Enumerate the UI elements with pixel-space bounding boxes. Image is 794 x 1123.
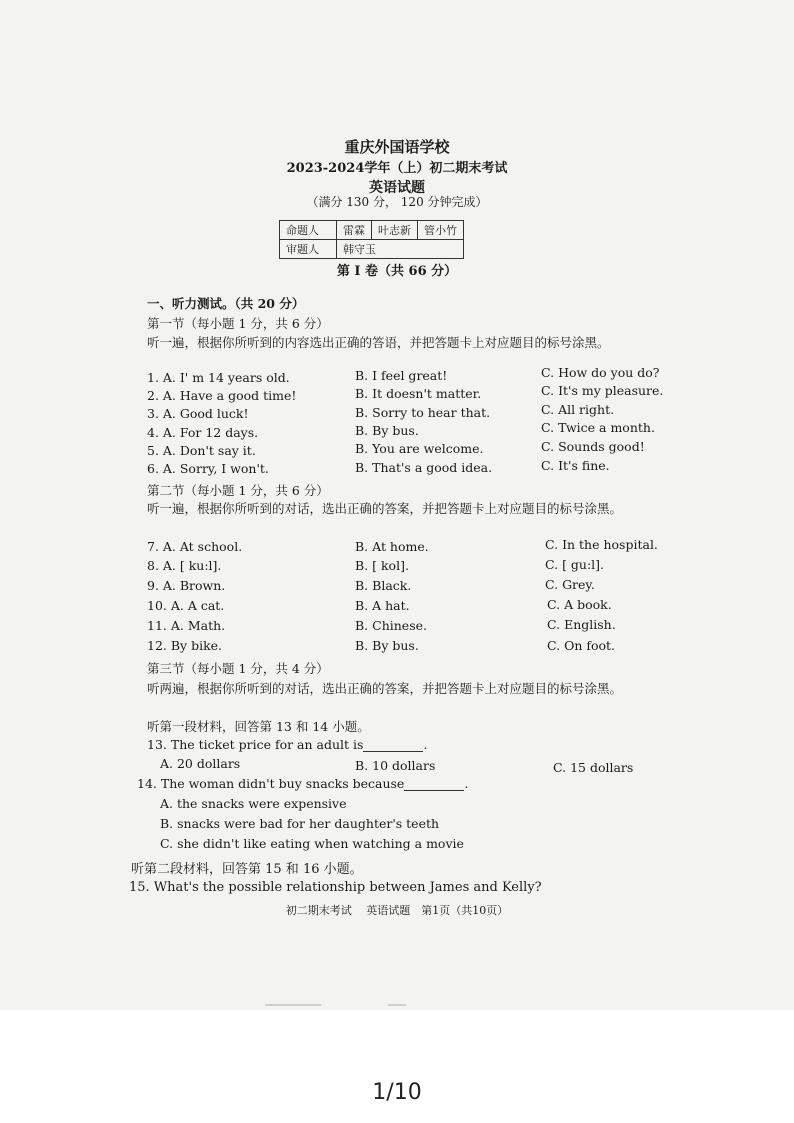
option-a: 4. A. For 12 days.: [147, 425, 259, 440]
option-c: C. In the hospital.: [545, 537, 658, 552]
reviewer-name: 韩守玉: [337, 240, 464, 259]
stem-end: .: [464, 776, 469, 791]
author-name: 管小竹: [418, 221, 464, 240]
option-c: C. [ gu:l].: [545, 557, 605, 572]
option-b: B. 10 dollars: [355, 758, 436, 773]
option-b: B. At home.: [355, 539, 429, 554]
option-a: 11. A. Math.: [147, 618, 226, 633]
option-c: C. It's fine.: [541, 458, 610, 473]
option-a: 7. A. At school.: [147, 539, 243, 554]
section-instruction: 听一遍，根据你所听到的内容选出正确的答语，并把答题卡上对应题目的标号涂黑。: [147, 335, 610, 350]
stem-end: .: [423, 737, 428, 752]
option-b: B. That's a good idea.: [355, 460, 493, 475]
option-a: 9. A. Brown.: [147, 578, 226, 593]
option-b: B. By bus.: [355, 423, 419, 438]
question-13: [147, 737, 427, 752]
option-c: C. On foot.: [547, 638, 616, 653]
page-footer: 初二期末考试 英语试题 第1页（共10页）: [285, 904, 509, 917]
option-c: C. A book.: [547, 597, 612, 612]
option-c: C. 15 dollars: [553, 760, 634, 775]
option-c: C. she didn't like eating when watching a movie: [160, 836, 464, 851]
author-label: 命题人: [280, 221, 337, 240]
option-a: 8. A. [ ku:l].: [147, 558, 222, 573]
score-time: （满分 130 分， 120 分钟完成）: [306, 195, 488, 209]
option-a: A. the snacks were expensive: [160, 796, 347, 811]
author-name: 叶志新: [372, 221, 418, 240]
option-b: B. Sorry to hear that.: [355, 405, 491, 420]
reviewer-label: 审题人: [280, 240, 337, 259]
option-b: B. Chinese.: [355, 618, 427, 633]
material-note: 听第一段材料，回答第 13 和 14 小题。: [147, 719, 370, 734]
option-c: C. Sounds good!: [541, 439, 645, 454]
option-a: 3. A. Good luck!: [147, 406, 249, 421]
option-c: C. How do you do?: [541, 365, 660, 380]
option-a: 2. A. Have a good time!: [147, 388, 297, 403]
option-b: B. By bus.: [355, 638, 419, 653]
page-indicator: 1/10: [372, 1080, 422, 1105]
part-title: 一、听力测试。（共 20 分）: [147, 296, 305, 311]
question-15: 15. What's the possible relationship between James and Kelly?: [129, 880, 542, 895]
option-a: 10. A. A cat.: [147, 598, 225, 613]
question-14: [137, 776, 468, 791]
question-stem: 13. The ticket price for an adult is: [147, 737, 364, 752]
option-b: B. [ kol].: [355, 558, 409, 573]
option-b: B. A hat.: [355, 598, 410, 613]
option-b: B. It doesn't matter.: [355, 386, 482, 401]
scan-artifact: [388, 1004, 406, 1006]
option-a: 6. A. Sorry, I won't.: [147, 461, 269, 476]
option-b: B. Black.: [355, 578, 412, 593]
option-c: C. English.: [547, 617, 616, 632]
section-instruction: 听两遍，根据你所听到的对话，选出正确的答案，并把答题卡上对应题目的标号涂黑。: [147, 681, 623, 696]
section-title: 第三节（每小题 1 分，共 4 分）: [147, 661, 329, 676]
school-name: 重庆外国语学校: [344, 138, 450, 156]
option-a: A. 20 dollars: [160, 756, 241, 771]
question-stem: 14. The woman didn't buy snacks because: [137, 776, 405, 791]
answer-blank: [404, 778, 464, 791]
option-b: B. You are welcome.: [355, 441, 484, 456]
answer-blank: [363, 739, 423, 752]
volume-title: 第 I 卷（共 66 分）: [336, 264, 458, 279]
option-c: C. All right.: [541, 402, 615, 417]
author-name: 雷霖: [337, 221, 372, 240]
material-note: 听第二段材料，回答第 15 和 16 小题。: [131, 862, 363, 877]
section-title: 第一节（每小题 1 分，共 6 分）: [147, 316, 329, 331]
section-title: 第二节（每小题 1 分，共 6 分）: [147, 483, 329, 498]
staff-table: [279, 220, 464, 259]
option-c: C. Grey.: [545, 577, 595, 592]
option-a: 12. By bike.: [147, 638, 223, 653]
subject-title: 英语试题: [369, 180, 425, 196]
scan-artifact: [265, 1004, 321, 1006]
section-instruction: 听一遍，根据你所听到的对话，选出正确的答案，并把答题卡上对应题目的标号涂黑。: [147, 501, 623, 516]
exam-title: 2023-2024学年（上）初二期末考试: [286, 161, 508, 176]
option-b: B. I feel great!: [355, 368, 448, 383]
option-a: 5. A. Don't say it.: [147, 443, 256, 458]
option-b: B. snacks were bad for her daughter's teeth: [160, 816, 440, 831]
option-a: 1. A. I' m 14 years old.: [147, 370, 290, 385]
option-c: C. It's my pleasure.: [541, 383, 664, 398]
option-c: C. Twice a month.: [541, 420, 655, 435]
